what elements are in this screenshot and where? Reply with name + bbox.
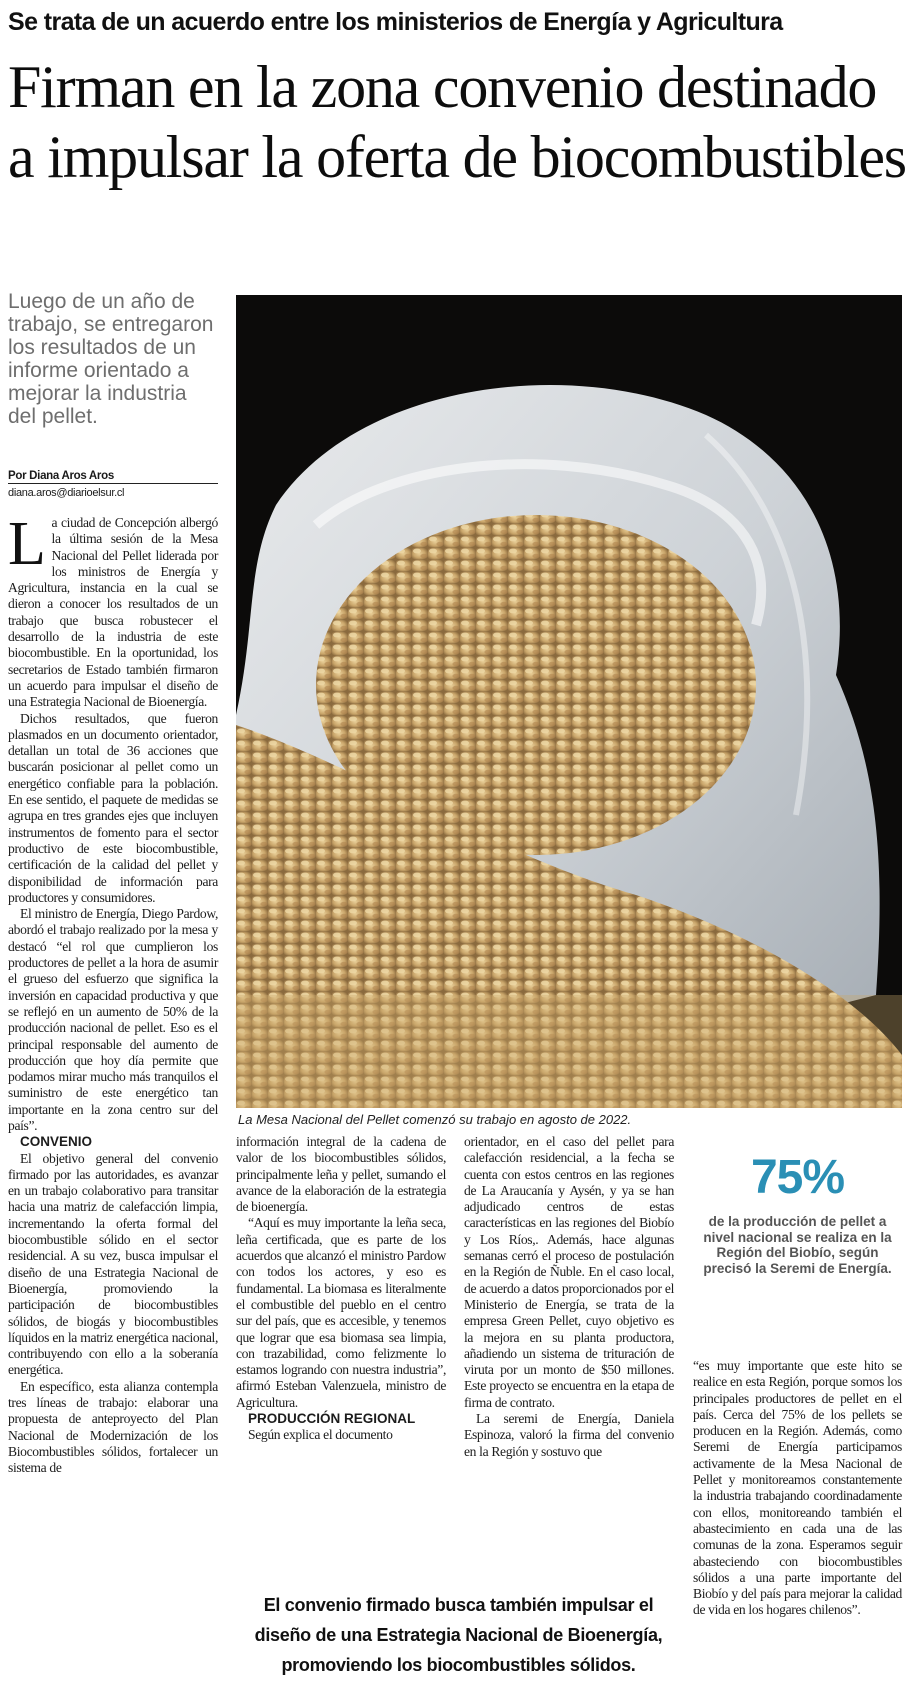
column-1 [8,510,218,1477]
stat-description: de la producción de pellet a nivel nacional se realiza en la Región del Biobío, según precisó la Seremi de Energía. [703,1214,892,1276]
subheading-produccion-regional: PRODUCCIÓN REGIONAL [248,1411,416,1427]
pellet-bag-illustration [236,295,902,1108]
pull-quote: El convenio firmado busca también impulsar el diseño de una Estrategia Nacional de Bioenergía, promoviendo los biocombustibles sólidos. [254,1595,663,1675]
byline: Por Diana Aros Aros [8,470,218,484]
photo-caption: La Mesa Nacional del Pellet comenzó su trabajo en agosto de 2022. [238,1112,632,1127]
column-4 [693,1358,902,1619]
stat-value: 75% [750,1151,845,1204]
author-email[interactable]: diana.aros@diarioelsur.cl [8,487,125,499]
drop-cap: L [8,510,46,578]
paragraph: “Aquí es muy importante la leña seca, leña certificada, que es parte de los acuerdos que alcanzó el ministro Pardow con todos los actores, y eso es fundamental. La biomasa es literalmente el combustible del pueblo en el centro sur del país, que es accesible, y tenemos que lograr que esa biomasa sea limpia, con trazabilidad, como felizmente lo estamos logrando con nuestra industria”, afirmó Esteban Valenzuela, ministro de Agricultura. [236,1215,446,1410]
kicker: Se trata de un acuerdo entre los ministerios de Energía y Agricultura [8,8,783,36]
column-2 [236,1134,446,1444]
paragraph: Dichos resultados, que fueron plasmados en un documento orientador, detallan un total de 36 acciones que buscarán posicionar al pellet como un energético confiable para la población. En ese sentido, el paquete de medidas se agrupa en tres grandes ejes que incluyen instrumentos de fomento para el sector productivo de este biocombustible, certificación de la calidad del pellet y disponibilidad de información para productores y consumidores. [8,710,218,905]
headline: Firman en la zona convenio destinado a impulsar la oferta de biocombustibles [8,54,906,190]
subheading-convenio: CONVENIO [20,1134,93,1150]
paragraph: El ministro de Energía, Diego Pardow, abordó el trabajo realizado por la mesa y destacó “el rol que cumplieron los productores de pellet a la hora de asumir el grueso del esfuerzo que significa la inversión en capacidad productiva y que se reflejó en un aumento de 50% de la producción nacional de pellet. Eso es el principal responsable del aumento de producción que hoy día permite que podamos mirar mucho más tranquilos el suministro de este energético tan importante en la zona centro sur del país”. [8,906,218,1133]
paragraph: “es muy importante que este hito se realice en esta Región, porque somos los principales productores de pellet en el país. Cerca del 75% de los pellets se producen en la Región. Además, como Seremi de Energía participamos activamente de la Mesa Nacional de Pellet y monitoreamos constantemente la industria trabajando coordinadamente con ellos, monitoreando también el abastecimiento en cada una de las comunas de la zona. Esperamos seguir abasteciendo con biocombustibles sólidos a una parte importante del Biobío y del país para mejorar la calidad de vida en los hogares chilenos”. [693,1358,902,1618]
paragraph: información integral de la cadena de valor de los biocombustibles sólidos, principalmente leña y pellet, sumando el avance de la elaboración de la estrategia de bioenergía. [236,1134,446,1215]
pellet-photo [236,295,902,1108]
deck: Luego de un año de trabajo, se entregaron los resultados de un informe orientado a mejorar la industria del pellet. [8,290,214,428]
column-3 [464,1134,674,1460]
paragraph: Según explica el documento [248,1427,393,1443]
paragraph: En específico, esta alianza contempla tres líneas de trabajo: elaborar una propuesta de anteproyecto del Plan Nacional de Modernización de los Biocombustibles sólidos, fortalecer un sistema de [8,1378,218,1476]
paragraph: La ciudad de Concepción albergó la última sesión de la Mesa Nacional del Pellet liderada por los ministros de Energía y Agricultura, instancia en la cual se dieron a conocer los resultados de un trabajo que busca robustecer el desarrollo de la industria de este biocombustible. En la oportunidad, los secretarios de Estado también firmaron un acuerdo para impulsar el diseño de una Estrategia Nacional de Bioenergía. [8,510,218,710]
paragraph: orientador, en el caso del pellet para calefacción residencial, a la fecha se cuenta con estos centros en las regiones de La Araucanía y Aysén, y ya se han adjudicado centros de estas características en las regiones del Biobío y Los Ríos,. Además, hace algunas semanas cerró el proceso de postulación en la Región de Ñuble. En el caso local, de acuerdo a datos proporcionados por el Ministerio de Energía, se trata de la empresa Green Pellet, cuyo objetivo es la mejora en su planta productora, añadiendo un sistema de trituración de viruta por un monto de $50 millones. Este proyecto se encuentra en la etapa de firma de contrato. [464,1134,674,1410]
paragraph: La seremi de Energía, Daniela Espinoza, valoró la firma del convenio en la Región y sostuvo que [464,1411,674,1459]
paragraph: El objetivo general del convenio firmado por las autoridades, es avanzar en un trabajo colaborativo para transitar hacia una matriz de calefacción limpia, incrementando la oferta formal del biocombustible sólido en el sector residencial. A su vez, busca impulsar el diseño de una Estrategia Nacional de Bioenergía, promoviendo la participación de biocombustibles sólidos, de biogás y biocombustibles líquidos en la matriz energética nacional, contribuyendo con ello a la soberanía energética. [8,1150,218,1378]
